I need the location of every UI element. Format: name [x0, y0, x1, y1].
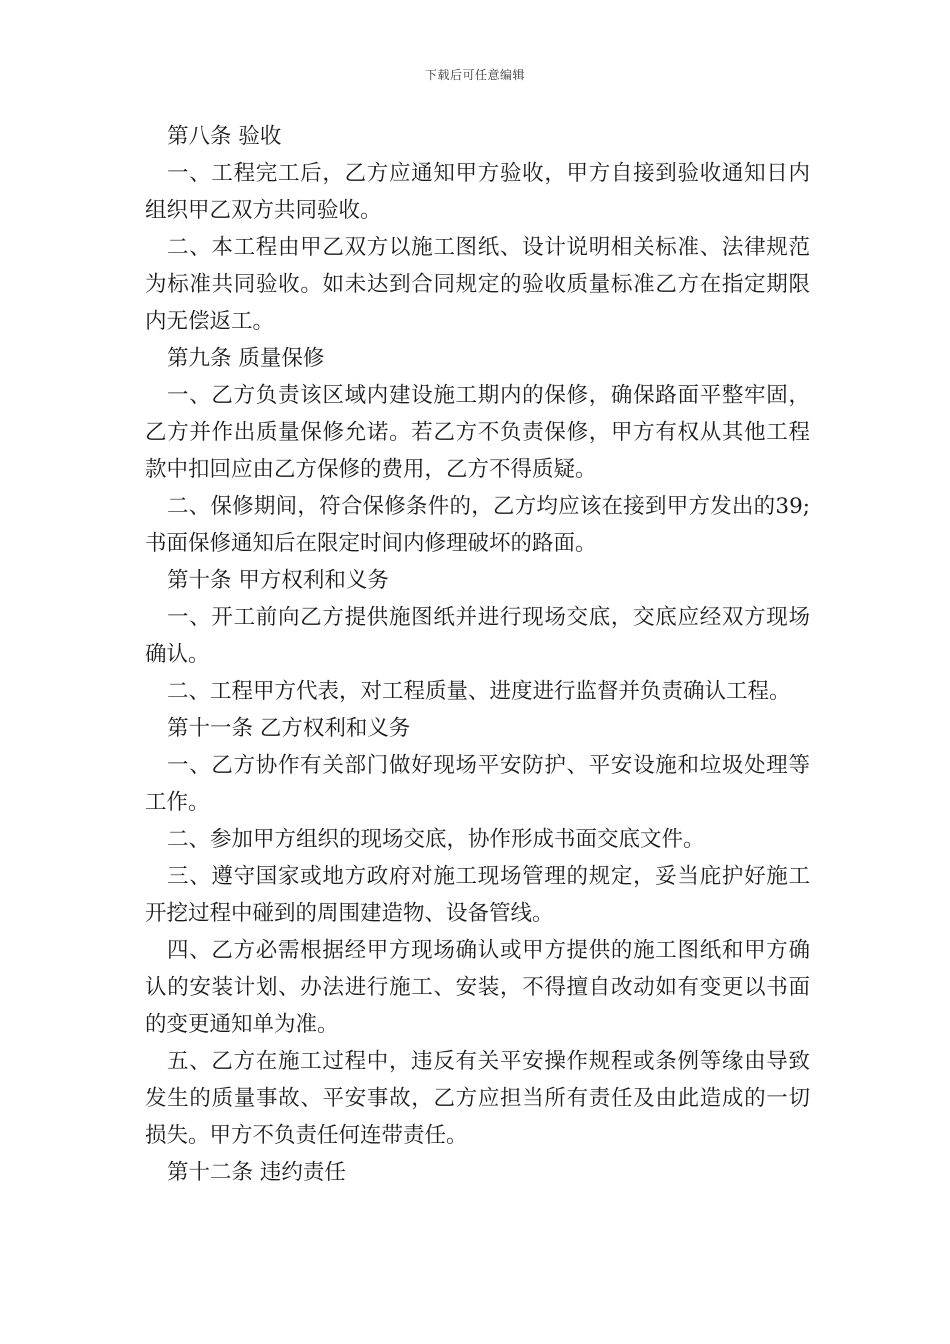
article-heading: 第十一条 乙方权利和义务 — [167, 716, 411, 741]
paragraph: 二、本工程由甲乙双方以施工图纸、设计说明相关标准、法律规范为标准共同验收。如未达到合同规定的验收质量标准乙方在指定期限内无偿返工。 — [145, 235, 810, 334]
paragraph: 三、遵守国家或地方政府对施工现场管理的规定，妥当庇护好施工开挖过程中碰到的周围建造物、设备管线。 — [145, 864, 810, 926]
article-heading: 第九条 质量保修 — [167, 346, 325, 371]
article-heading: 第十二条 违约责任 — [167, 1160, 346, 1185]
document-body — [145, 118, 810, 1191]
paragraph: 一、乙方负责该区域内建设施工期内的保修，确保路面平整牢固，乙方并作出质量保修允诺。若乙方不负责保修，甲方有权从其他工程款中扣回应由乙方保修的费用，乙方不得质疑。 — [145, 383, 810, 482]
paragraph: 二、工程甲方代表，对工程质量、进度进行监督并负责确认工程。 — [167, 679, 791, 704]
paragraph: 一、开工前向乙方提供施图纸并进行现场交底，交底应经双方现场确认。 — [145, 605, 810, 667]
paragraph: 二、保修期间，符合保修条件的，乙方均应该在接到甲方发出的39;书面保修通知后在限定时间内修理破坏的路面。 — [145, 494, 810, 556]
paragraph: 一、乙方协作有关部门做好现场平安防护、平安设施和垃圾处理等工作。 — [145, 753, 810, 815]
article-heading: 第八条 验收 — [167, 124, 282, 149]
paragraph: 五、乙方在施工过程中，违反有关平安操作规程或条例等缘由导致发生的质量事故、平安事故，乙方应担当所有责任及由此造成的一切损失。甲方不负责任何连带责任。 — [145, 1049, 810, 1148]
paragraph: 一、工程完工后，乙方应通知甲方验收，甲方自接到验收通知日内组织甲乙双方共同验收。 — [145, 161, 810, 223]
paragraph: 四、乙方必需根据经甲方现场确认或甲方提供的施工图纸和甲方确认的安装计划、办法进行施工、安装，不得擅自改动如有变更以书面的变更通知单为准。 — [145, 938, 810, 1037]
page-header: 下载后可任意编辑 — [424, 68, 525, 82]
paragraph: 二、参加甲方组织的现场交底，协作形成书面交底文件。 — [167, 827, 705, 852]
article-heading: 第十条 甲方权利和义务 — [167, 568, 389, 593]
